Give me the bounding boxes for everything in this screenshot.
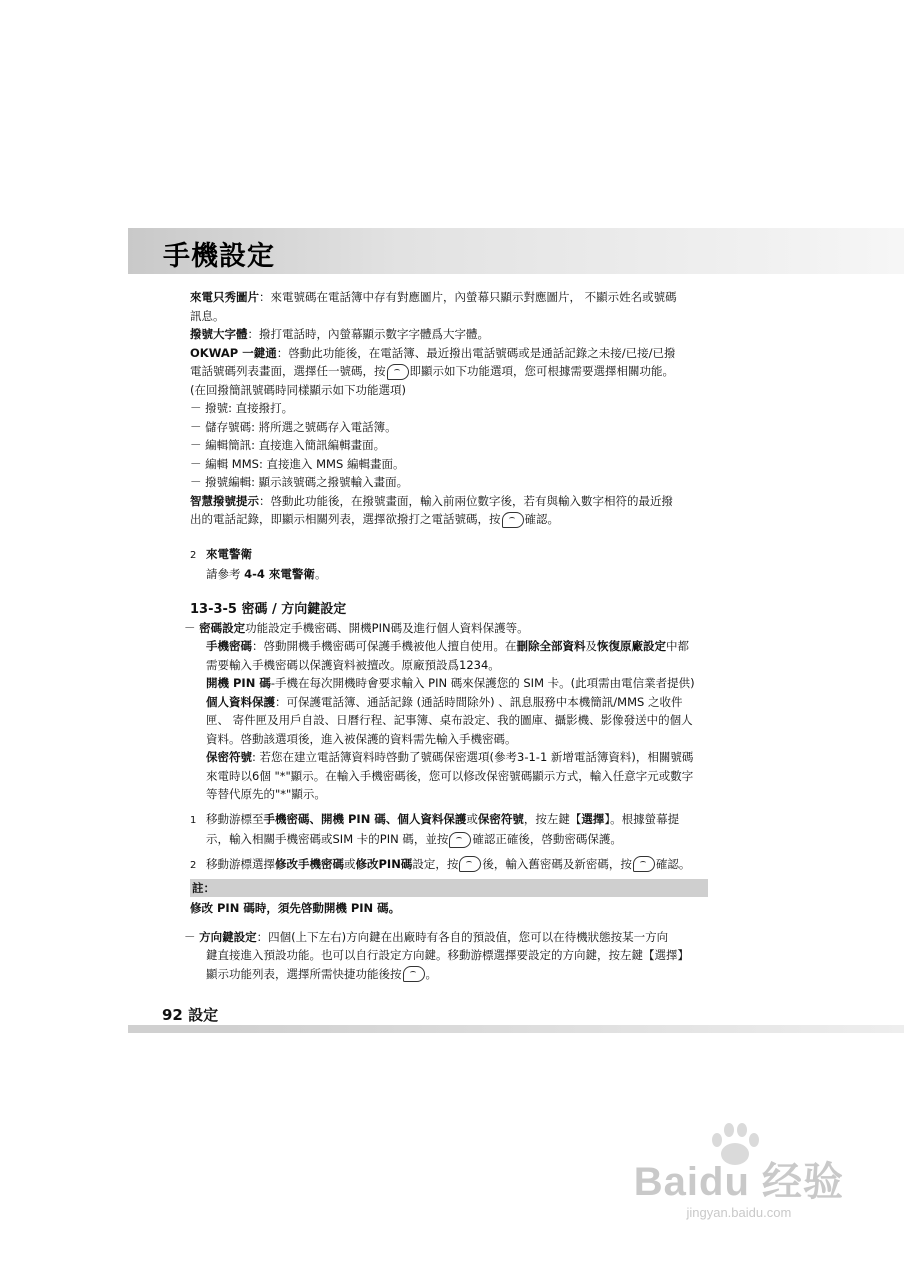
footer-band	[226, 1025, 904, 1033]
ok-key-icon	[449, 832, 471, 848]
numbered-heading	[190, 545, 708, 566]
step-text: ，按左鍵【	[523, 811, 582, 826]
term-label: 撥號大字體	[190, 327, 248, 341]
ok-key-icon	[633, 856, 655, 872]
term-text: : 若您在建立電話簿資料時啓動了號碼保密選項(參考3-1-1 新增電話簿資料)，相關號碼	[252, 750, 694, 764]
term-label: 來電只秀圖片	[190, 290, 259, 304]
term-text: 電話號碼列表畫面，選擇任一號碼，按	[190, 364, 386, 378]
step-bold: 修改手機密碼	[275, 856, 344, 871]
step-bold: 保密符號	[477, 811, 524, 826]
item-title: 來電警衛	[206, 546, 252, 561]
step-text: 或	[344, 856, 356, 871]
ok-key-icon	[387, 364, 409, 380]
term-label: 手機密碼	[206, 639, 252, 653]
page-content	[184, 288, 708, 983]
footer-band	[128, 1025, 226, 1033]
step-number: 1	[190, 814, 197, 826]
step-number: 2	[190, 859, 197, 871]
dash: －	[184, 929, 200, 944]
term-text: ：來電號碼在電話簿中存有對應圖片，內螢幕只顯示對應圖片， 不顯示姓名或號碼	[259, 290, 677, 304]
paragraph	[184, 619, 708, 638]
paragraph	[190, 288, 708, 307]
term-label: 保密符號	[206, 750, 252, 764]
term-text: 確認。	[524, 512, 559, 526]
step-text: 後，輸入舊密碼及新密碼，按	[482, 856, 632, 871]
paragraph	[190, 492, 708, 511]
option-item: － 編輯簡訊: 直接進入簡訊編輯畫面。	[190, 438, 386, 452]
term-text: ：啓動開機手機密碼可保護手機被他人擅自使用。在	[252, 639, 517, 653]
term-label: 開機 PIN 碼	[206, 676, 271, 690]
term-text: 及	[585, 639, 597, 653]
paragraph: 等替代原先的"*"顯示。	[206, 787, 326, 801]
note-text: 修改 PIN 碼時，須先啓動開機 PIN 碼。	[190, 901, 401, 915]
term-text: ：撥打電話時，內螢幕顯示數字字體爲大字體。	[247, 327, 489, 341]
paragraph	[190, 325, 708, 344]
paragraph	[190, 748, 708, 767]
note-label: 註：	[190, 879, 708, 897]
term-label: 密碼設定	[199, 620, 246, 635]
step-text: 或	[466, 811, 478, 826]
term-text: -手機在每次開機時會要求輸入 PIN 碼來保護您的 SIM 卡。(此項需由電信業者提供)	[270, 676, 695, 690]
term-label: 智慧撥號提示	[190, 493, 259, 508]
watermark-url: jingyan.baidu.com	[686, 1205, 792, 1220]
watermark-logo: Baidu 经验	[633, 1160, 844, 1204]
option-item: － 儲存號碼: 將所選之號碼存入電話簿。	[190, 419, 397, 434]
term-text: 顯示功能列表，選擇所需快捷功能後按	[206, 966, 402, 981]
step-item	[190, 810, 708, 831]
page-title: 手機設定	[163, 241, 275, 272]
step-text: 確認正確後，啓動密碼保護。	[472, 832, 622, 846]
option-item: － 編輯 MMS: 直接進入 MMS 編輯畫面。	[190, 456, 405, 471]
ref-link: 4-4 來電警衛	[244, 567, 315, 581]
term-bold: 恢復原廠設定	[597, 639, 666, 653]
term-text: 出的電話記錄，即顯示相關列表，選擇欲撥打之電話號碼，按	[190, 512, 501, 526]
ok-key-icon	[403, 966, 425, 982]
paragraph: 鍵直接進入預設功能。也可以自行設定方向鍵。移動游標選擇要設定的方向鍵，按左鍵【選擇】	[206, 948, 689, 962]
step-item	[190, 855, 708, 876]
paragraph: 需要輸入手機密碼以保護資料被擅改。原廠預設爲1234。	[206, 657, 500, 672]
paragraph	[190, 637, 708, 656]
step-text: 確認。	[655, 856, 691, 871]
term-label: OKWAP 一鍵通	[190, 345, 277, 360]
paragraph	[190, 344, 708, 363]
term-text: ：啓動此功能後，在撥號畫面，輸入前兩位數字後，若有與輸入數字相符的最近撥	[259, 493, 673, 508]
paragraph: (在回撥簡訊號碼時同樣顯示如下功能選項)	[190, 382, 406, 397]
step-bold: 選擇	[581, 811, 605, 826]
ref-text: 請參考	[206, 567, 245, 581]
footer-section: 設定	[188, 1006, 219, 1024]
step-bold: 修改PIN碼	[355, 856, 413, 871]
step-text: 移動游標至	[206, 811, 264, 826]
term-text: 。	[425, 966, 437, 981]
paragraph: 來電時以6個 "*"顯示。在輸入手機密碼後，您可以修改保密號碼顯示方式，輸入任意字元或數字	[206, 768, 694, 783]
paragraph: 資料。啓動該選項後，進入被保護的資料需先輸入手機密碼。	[206, 731, 517, 746]
term-text: 中都	[666, 639, 689, 653]
section-heading: 13-3-5 密碼 / 方向鍵設定	[190, 601, 347, 617]
step-text: 示，輸入相關手機密碼或SIM 卡的PIN 碼，並按	[206, 832, 449, 846]
term-text: 功能設定手機密碼、開機PIN碼及進行個人資料保護等。	[245, 620, 529, 635]
step-text: 設定，按	[412, 856, 459, 871]
term-bold: 刪除全部資料	[516, 639, 586, 653]
ok-key-icon	[459, 856, 481, 872]
term-label: 個人資料保護	[206, 694, 275, 709]
paragraph: 匣、 寄件匣及用戶自設、日曆行程、記事簿、桌布設定、我的圖庫、攝影機、影像發送中的個人	[206, 713, 693, 727]
paragraph	[190, 674, 708, 693]
option-item: － 撥號編輯: 顯示該號碼之撥號輸入畫面。	[190, 475, 409, 489]
item-number: 2	[190, 549, 197, 561]
page-number: 92	[162, 1006, 183, 1024]
option-item: － 撥號: 直接撥打。	[190, 401, 294, 415]
paragraph: 訊息。	[190, 308, 225, 323]
watermark	[634, 1150, 844, 1220]
paragraph	[190, 510, 708, 529]
term-label: 方向鍵設定	[199, 929, 257, 944]
step-text: 】。根據螢幕提	[604, 811, 680, 826]
step-item	[190, 830, 708, 849]
paragraph	[190, 565, 708, 584]
footer	[162, 1004, 218, 1025]
paragraph	[190, 693, 708, 712]
paragraph	[190, 965, 708, 984]
paragraph	[184, 928, 708, 947]
step-text: 移動游標選擇	[206, 856, 275, 871]
term-text: ：可保護電話簿、通話記錄 (通話時間除外) 、訊息服務中本機簡訊/MMS 之收件	[275, 694, 683, 709]
ref-text: 。	[314, 567, 327, 581]
step-bold: 手機密碼、開機 PIN 碼、個人資料保護	[263, 811, 467, 826]
dash: －	[184, 620, 200, 635]
term-text: ：啓動此功能後，在電話簿、最近撥出電話號碼或是通話記錄之未接/已接/已撥	[276, 345, 676, 360]
paragraph	[190, 362, 708, 381]
ok-key-icon	[502, 512, 524, 528]
term-text: 即顯示如下功能選項，您可根據需要選擇相關功能。	[409, 364, 674, 378]
term-text: ：四個(上下左右)方向鍵在出廠時有各自的預設值，您可以在待機狀態按某一方向	[256, 929, 669, 944]
